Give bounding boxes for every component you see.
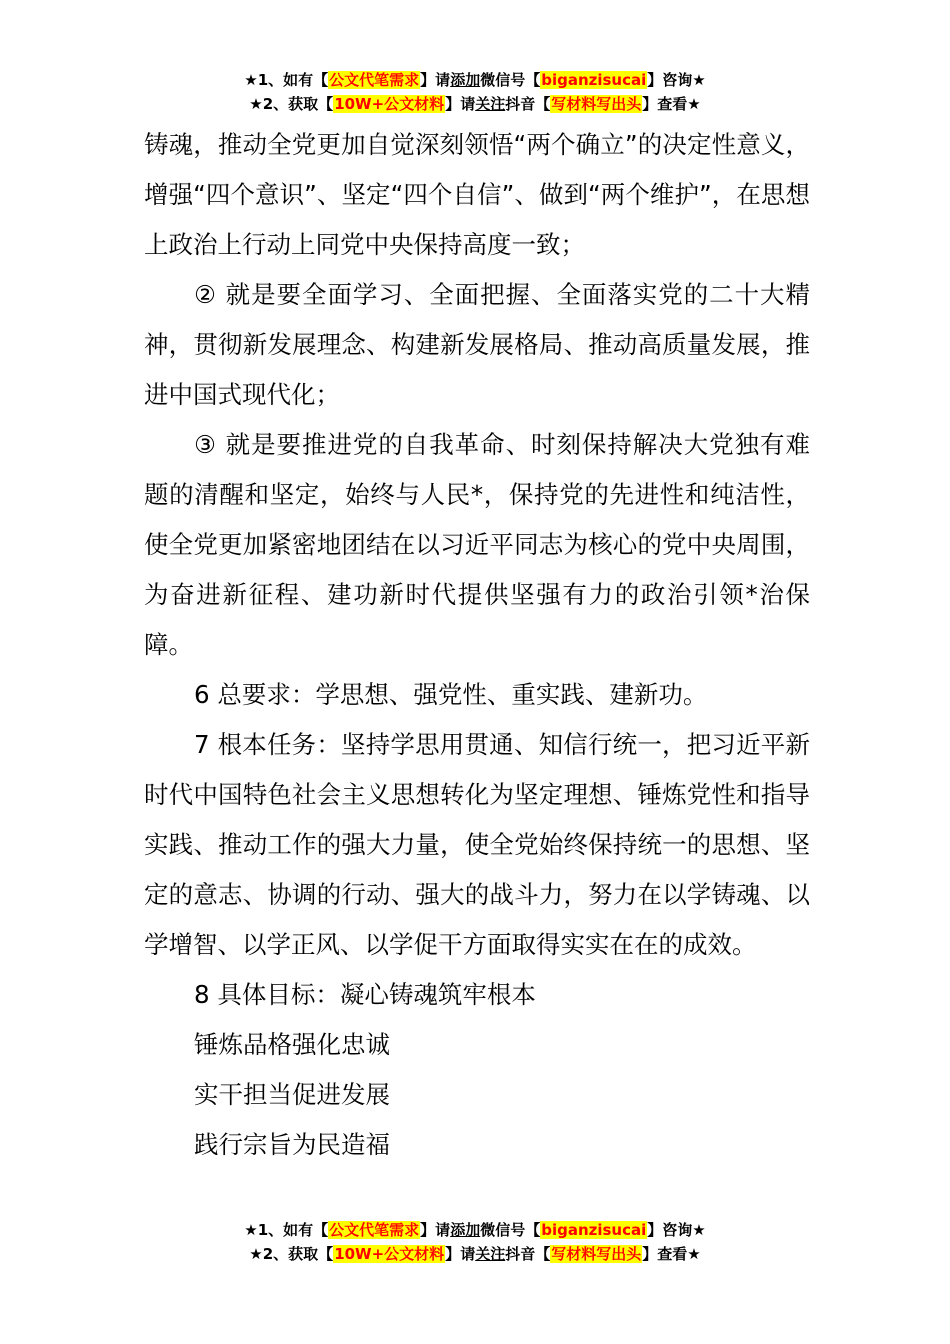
footer-line2-mid-2: 抖音【 [505,1245,551,1263]
footer-line2-highlight-2: 写材料写出头 [551,1245,642,1263]
banner-line2-emphasis: 关注 [475,95,506,113]
footer-banner-line-2 [0,1242,950,1266]
banner-line-1 [0,68,950,92]
paragraph-6: 8 具体目标：凝心铸魂筑牢根本 [194,980,536,1009]
banner-line2-mid-2: 抖音【 [505,95,551,113]
document-body [144,120,810,1170]
footer-line1-prefix: ★1、如有【 [244,1221,329,1239]
footer-line1-suffix: 】咨询★ [647,1221,706,1239]
banner-line2-highlight-1: 10W+公文材料 [334,95,445,113]
banner-line1-highlight-2: biganzisucai [541,71,647,89]
paragraph-7: 锤炼品格强化忠诚 [194,1030,390,1059]
footer-banner [0,1218,950,1266]
paragraph-3: ③ 就是要推进党的自我革命、时刻保持解决大党独有难题的清醒和坚定，始终与人民*，保持党的先进性和纯洁性，使全党更加紧密地团结在以习近平同志为核心的党中央周围，为奋进新征程、建功新时代提供坚强有力的政治引领*治保障。 [144,430,810,659]
footer-line1-highlight-2: biganzisucai [541,1221,647,1239]
paragraph-8: 实干担当促进发展 [194,1080,390,1109]
footer-line1-emphasis: 添加 [450,1221,481,1239]
footer-line2-emphasis: 关注 [475,1245,506,1263]
footer-line2-suffix: 】查看★ [642,1245,701,1263]
footer-line2-mid-1: 】请 [445,1245,476,1263]
banner-line1-emphasis: 添加 [450,71,481,89]
banner-line2-prefix: ★2、获取【 [249,95,334,113]
footer-line2-highlight-1: 10W+公文材料 [334,1245,445,1263]
banner-line1-suffix: 】咨询★ [647,71,706,89]
footer-line1-highlight-1: 公文代笔需求 [329,1221,420,1239]
banner-line1-mid-2: 微信号【 [480,71,541,89]
footer-line2-prefix: ★2、获取【 [249,1245,334,1263]
paragraph-2: ② 就是要全面学习、全面把握、全面落实党的二十大精神，贯彻新发展理念、构建新发展格局、推动高质量发展，推进中国式现代化； [144,280,810,409]
banner-line-2 [0,92,950,116]
paragraph-1: 铸魂，推动全党更加自觉深刻领悟“两个确立”的决定性意义，增强“四个意识”、坚定“四个自信”、做到“两个维护”，在思想上政治上行动上同党中央保持高度一致； [144,130,810,259]
banner-line2-mid-1: 】请 [445,95,476,113]
paragraph-4: 6 总要求：学思想、强党性、重实践、建新功。 [194,680,708,709]
banner-line2-suffix: 】查看★ [642,95,701,113]
banner-line1-prefix: ★1、如有【 [244,71,329,89]
paragraph-9: 践行宗旨为民造福 [194,1130,390,1159]
paragraph-5: 7 根本任务：坚持学思用贯通、知信行统一，把习近平新时代中国特色社会主义思想转化为坚定理想、锤炼党性和指导实践、推动工作的强大力量，使全党始终保持统一的思想、坚定的意志、协调的行动、强大的战斗力，努力在以学铸魂、以学增智、以学正风、以学促干方面取得实实在在的成效。 [144,730,810,959]
banner-line2-highlight-2: 写材料写出头 [551,95,642,113]
banner-line1-highlight-1: 公文代笔需求 [329,71,420,89]
banner-line1-mid-1: 】请 [420,71,451,89]
header-banner [0,68,950,116]
footer-line1-mid-2: 微信号【 [480,1221,541,1239]
footer-line1-mid-1: 】请 [420,1221,451,1239]
footer-banner-line-1 [0,1218,950,1242]
